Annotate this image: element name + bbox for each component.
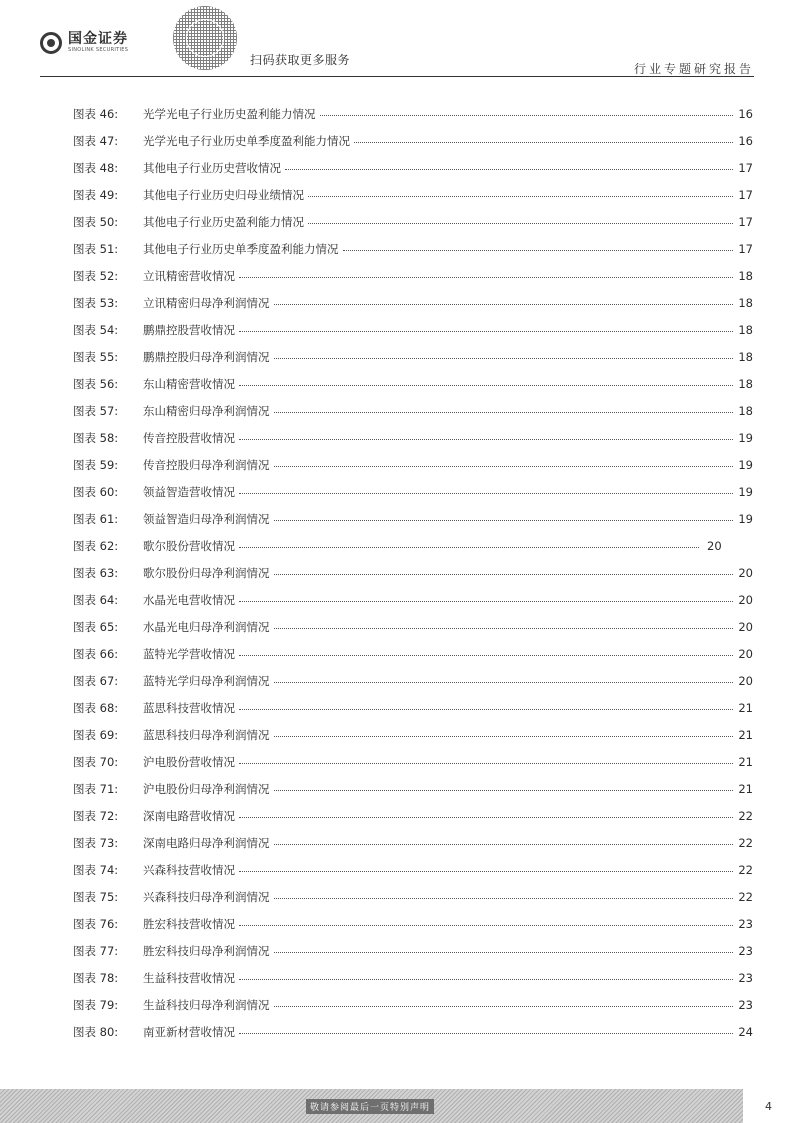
toc-dot-leader — [274, 304, 734, 305]
toc-entry-page: 18 — [738, 349, 753, 364]
toc-entry-label: 图表 71: — [73, 781, 119, 796]
toc-entry-title: 领益智造营收情况 — [143, 484, 235, 499]
toc-dot-leader — [274, 790, 734, 791]
toc-entry-title: 蓝特光学归母净利润情况 — [143, 673, 270, 688]
toc-entry-page: 19 — [738, 430, 753, 445]
toc-dot-leader — [308, 196, 733, 197]
toc-entry-page: 16 — [738, 133, 753, 148]
toc-entry[interactable] — [73, 532, 753, 559]
toc-entry-label: 图表 58: — [73, 430, 119, 445]
toc-dot-leader — [239, 925, 733, 926]
toc-entry-label: 图表 73: — [73, 835, 119, 850]
toc-entry-page: 23 — [738, 970, 753, 985]
toc-entry-page: 21 — [738, 754, 753, 769]
toc-entry-label: 图表 64: — [73, 592, 119, 607]
toc-entry-label: 图表 80: — [73, 1024, 119, 1039]
toc-entry-title: 蓝思科技归母净利润情况 — [143, 727, 270, 742]
toc-dot-leader — [343, 250, 734, 251]
toc-entry[interactable] — [73, 505, 753, 532]
toc-dot-leader — [239, 439, 733, 440]
toc-entry[interactable] — [73, 559, 753, 586]
toc-entry-page: 19 — [738, 484, 753, 499]
toc-entry-title: 鹏鼎控股营收情况 — [143, 322, 235, 337]
qr-caption: 扫码获取更多服务 — [250, 53, 351, 67]
toc-entry-label: 图表 47: — [73, 133, 119, 148]
toc-entry[interactable] — [73, 694, 753, 721]
toc-entry-title: 兴森科技营收情况 — [143, 862, 235, 877]
toc-entry-page: 20 — [738, 673, 753, 688]
toc-entry[interactable] — [73, 397, 753, 424]
toc-entry[interactable] — [73, 856, 753, 883]
toc-dot-leader — [239, 655, 733, 656]
toc-entry-label: 图表 69: — [73, 727, 119, 742]
toc-entry-label: 图表 46: — [73, 106, 119, 121]
toc-dot-leader — [239, 979, 733, 980]
toc-entry-title: 传音控股营收情况 — [143, 430, 235, 445]
toc-entry[interactable] — [73, 613, 753, 640]
company-logo — [40, 31, 128, 55]
toc-entry-label: 图表 61: — [73, 511, 119, 526]
toc-entry-page: 24 — [738, 1024, 753, 1039]
toc-entry-label: 图表 50: — [73, 214, 119, 229]
toc-entry-page: 23 — [738, 997, 753, 1012]
toc-entry-label: 图表 60: — [73, 484, 119, 499]
toc-entry[interactable] — [73, 802, 753, 829]
toc-entry-page: 17 — [738, 214, 753, 229]
logo-name-cn: 国金证券 — [68, 31, 128, 47]
qr-code-icon — [173, 6, 237, 70]
toc-entry-page: 22 — [738, 835, 753, 850]
toc-entry-page: 20 — [738, 646, 753, 661]
toc-entry-label: 图表 51: — [73, 241, 119, 256]
toc-entry-page: 20 — [738, 592, 753, 607]
toc-entry-page: 23 — [738, 916, 753, 931]
toc-entry-title: 其他电子行业历史单季度盈利能力情况 — [143, 241, 339, 256]
toc-entry-label: 图表 56: — [73, 376, 119, 391]
toc-entry[interactable] — [73, 451, 753, 478]
toc-dot-leader — [274, 520, 734, 521]
toc-entry-page: 17 — [738, 160, 753, 175]
toc-entry-title: 深南电路归母净利润情况 — [143, 835, 270, 850]
toc-entry[interactable] — [73, 154, 753, 181]
toc-entry-title: 水晶光电归母净利润情况 — [143, 619, 270, 634]
toc-dot-leader — [274, 844, 734, 845]
logo-mark-icon — [40, 32, 62, 54]
toc-entry-title: 胜宏科技营收情况 — [143, 916, 235, 931]
toc-entry-title: 立讯精密营收情况 — [143, 268, 235, 283]
toc-entry[interactable] — [73, 829, 753, 856]
toc-entry-label: 图表 76: — [73, 916, 119, 931]
toc-entry-page: 22 — [738, 889, 753, 904]
toc-entry-label: 图表 68: — [73, 700, 119, 715]
toc-entry[interactable] — [73, 370, 753, 397]
toc-dot-leader — [239, 709, 733, 710]
toc-dot-leader — [354, 142, 733, 143]
toc-entry[interactable] — [73, 235, 753, 262]
toc-entry-title: 东山精密归母净利润情况 — [143, 403, 270, 418]
toc-entry-title: 光学光电子行业历史盈利能力情况 — [143, 106, 316, 121]
toc-entry-page: 18 — [738, 403, 753, 418]
toc-entry-label: 图表 48: — [73, 160, 119, 175]
toc-entry-page: 21 — [738, 781, 753, 796]
toc-entry-label: 图表 49: — [73, 187, 119, 202]
toc-dot-leader — [239, 601, 733, 602]
toc-entry-page: 18 — [738, 322, 753, 337]
toc-dot-leader — [239, 763, 733, 764]
toc-entry[interactable] — [73, 343, 753, 370]
toc-entry-page: 19 — [738, 457, 753, 472]
toc-entry-label: 图表 74: — [73, 862, 119, 877]
toc-entry-page: 18 — [738, 268, 753, 283]
toc-entry-label: 图表 75: — [73, 889, 119, 904]
toc-entry[interactable] — [73, 640, 753, 667]
toc-entry-title: 沪电股份归母净利润情况 — [143, 781, 270, 796]
toc-entry-title: 深南电路营收情况 — [143, 808, 235, 823]
toc-entry[interactable] — [73, 667, 753, 694]
footer-disclaimer: 敬请参阅最后一页特别声明 — [306, 1099, 434, 1114]
toc-entry-title: 传音控股归母净利润情况 — [143, 457, 270, 472]
toc-entry[interactable] — [73, 262, 753, 289]
toc-entry-title: 歌尔股份营收情况 — [143, 538, 235, 553]
toc-entry-page: 23 — [738, 943, 753, 958]
toc-dot-leader — [239, 385, 733, 386]
page-number: 4 — [743, 1089, 794, 1123]
toc-dot-leader — [274, 358, 734, 359]
toc-entry[interactable] — [73, 289, 753, 316]
toc-entry-title: 领益智造归母净利润情况 — [143, 511, 270, 526]
toc-entry-title: 其他电子行业历史盈利能力情况 — [143, 214, 304, 229]
toc-entry-title: 沪电股份营收情况 — [143, 754, 235, 769]
toc-entry[interactable] — [73, 775, 753, 802]
toc-entry-page: 20 — [738, 565, 753, 580]
toc-entry[interactable] — [73, 478, 753, 505]
toc-entry-label: 图表 67: — [73, 673, 119, 688]
toc-entry-title: 立讯精密归母净利润情况 — [143, 295, 270, 310]
toc-dot-leader — [274, 574, 734, 575]
toc-entry[interactable] — [73, 937, 753, 964]
toc-dot-leader — [239, 277, 733, 278]
toc-entry-page: 22 — [738, 808, 753, 823]
toc-entry-page: 18 — [738, 295, 753, 310]
toc-dot-leader — [274, 952, 734, 953]
toc-entry[interactable] — [73, 748, 753, 775]
toc-entry-label: 图表 72: — [73, 808, 119, 823]
toc-entry-title: 蓝思科技营收情况 — [143, 700, 235, 715]
toc-entry-title: 兴森科技归母净利润情况 — [143, 889, 270, 904]
toc-entry[interactable] — [73, 100, 753, 127]
toc-entry-title: 蓝特光学营收情况 — [143, 646, 235, 661]
toc-dot-leader — [274, 412, 734, 413]
toc-entry-title: 其他电子行业历史营收情况 — [143, 160, 281, 175]
toc-dot-leader — [308, 223, 733, 224]
page-footer — [0, 1089, 794, 1123]
toc-entry[interactable] — [73, 316, 753, 343]
toc-entry[interactable] — [73, 721, 753, 748]
toc-entry-title: 南亚新材营收情况 — [143, 1024, 235, 1039]
toc-dot-leader — [320, 115, 734, 116]
logo-name-en: SINOLINK SECURITIES — [68, 47, 129, 53]
toc-entry-label: 图表 63: — [73, 565, 119, 580]
toc-entry[interactable] — [73, 964, 753, 991]
toc-entry-page: 20 — [707, 538, 722, 553]
toc-entry[interactable] — [73, 181, 753, 208]
toc-entry-label: 图表 57: — [73, 403, 119, 418]
toc-entry[interactable] — [73, 127, 753, 154]
toc-entry[interactable] — [73, 991, 753, 1018]
toc-dot-leader — [274, 682, 734, 683]
toc-entry-title: 胜宏科技归母净利润情况 — [143, 943, 270, 958]
toc-entry-title: 光学光电子行业历史单季度盈利能力情况 — [143, 133, 350, 148]
toc-entry[interactable] — [73, 208, 753, 235]
toc-entry-title: 生益科技归母净利润情况 — [143, 997, 270, 1012]
toc-dot-leader — [274, 898, 734, 899]
toc-entry[interactable] — [73, 883, 753, 910]
toc-entry-label: 图表 54: — [73, 322, 119, 337]
toc-dot-leader — [274, 628, 734, 629]
toc-dot-leader — [239, 871, 733, 872]
toc-entry[interactable] — [73, 586, 753, 613]
toc-entry-label: 图表 66: — [73, 646, 119, 661]
toc-dot-leader — [239, 1033, 733, 1034]
toc-entry-page: 21 — [738, 727, 753, 742]
toc-entry-title: 歌尔股份归母净利润情况 — [143, 565, 270, 580]
toc-entry-label: 图表 52: — [73, 268, 119, 283]
toc-dot-leader — [239, 493, 733, 494]
toc-entry-label: 图表 53: — [73, 295, 119, 310]
toc-entry-title: 东山精密营收情况 — [143, 376, 235, 391]
toc-dot-leader — [274, 1006, 734, 1007]
toc-entry-page: 19 — [738, 511, 753, 526]
table-of-figures — [73, 100, 753, 1045]
logo-text — [68, 32, 128, 54]
toc-entry-label: 图表 59: — [73, 457, 119, 472]
toc-entry-page: 17 — [738, 187, 753, 202]
toc-entry-title: 水晶光电营收情况 — [143, 592, 235, 607]
toc-entry-page: 16 — [738, 106, 753, 121]
toc-dot-leader — [274, 736, 734, 737]
toc-entry-label: 图表 77: — [73, 943, 119, 958]
toc-entry-label: 图表 79: — [73, 997, 119, 1012]
toc-entry-label: 图表 78: — [73, 970, 119, 985]
toc-entry[interactable] — [73, 910, 753, 937]
page-header — [0, 0, 794, 80]
toc-entry-page: 17 — [738, 241, 753, 256]
toc-entry[interactable] — [73, 1018, 753, 1045]
toc-dot-leader — [239, 331, 733, 332]
toc-dot-leader — [274, 466, 734, 467]
toc-entry-label: 图表 70: — [73, 754, 119, 769]
toc-entry-page: 20 — [738, 619, 753, 634]
toc-entry-page: 22 — [738, 862, 753, 877]
toc-entry-page: 18 — [738, 376, 753, 391]
toc-dot-leader — [239, 817, 733, 818]
toc-entry-label: 图表 62: — [73, 538, 119, 553]
toc-entry-title: 其他电子行业历史归母业绩情况 — [143, 187, 304, 202]
report-type: 行业专题研究报告 — [633, 62, 754, 76]
toc-entry-title: 鹏鼎控股归母净利润情况 — [143, 349, 270, 364]
toc-entry-title: 生益科技营收情况 — [143, 970, 235, 985]
toc-entry-label: 图表 55: — [73, 349, 119, 364]
toc-dot-leader — [239, 547, 699, 548]
footer-bar — [0, 1089, 743, 1123]
toc-entry[interactable] — [73, 424, 753, 451]
toc-entry-page: 21 — [738, 700, 753, 715]
toc-entry-label: 图表 65: — [73, 619, 119, 634]
header-divider — [40, 76, 754, 77]
toc-dot-leader — [285, 169, 733, 170]
